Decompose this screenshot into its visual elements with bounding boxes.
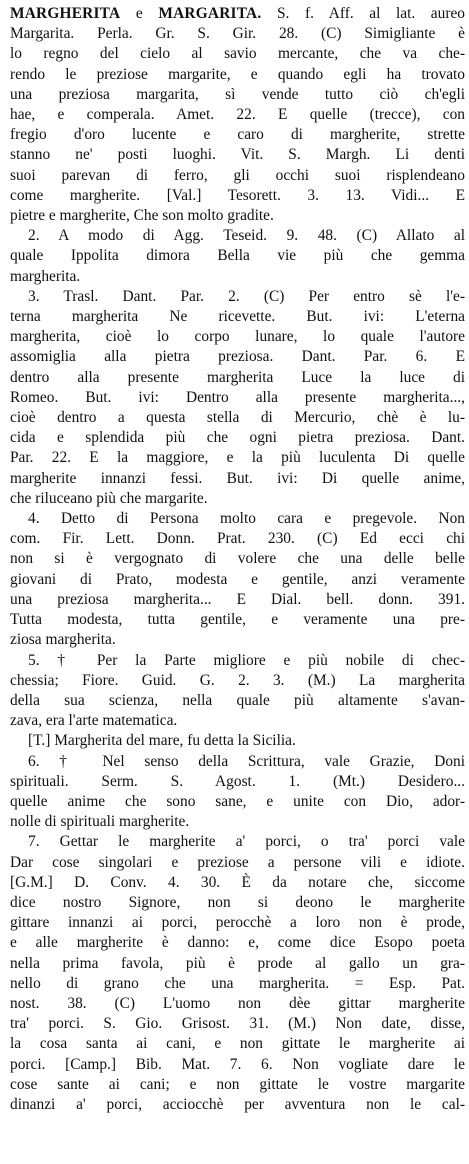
entry-line: quale Ippolita dimora Bella vie più che gemma: [10, 247, 465, 265]
headword-variant: MARGARITA.: [158, 5, 262, 22]
entry-line: suoi parevan di ferro, gli occhi suoi risplendeano: [10, 166, 465, 184]
entry-line: assomiglia alla pietra preziosa. Dant. Par. 6. E: [10, 348, 465, 366]
entry-line: Dar cose singolari e preziose a persone vili e idiote.: [10, 853, 465, 871]
entry-line: 3. Trasl. Dant. Par. 2. (C) Per entro sè l'e-: [28, 287, 465, 305]
entry-line: [G.M.] D. Conv. 4. 30. È da notare che, siccome: [10, 873, 465, 891]
entry-line: spirituali. Serm. S. Agost. 1. (Mt.) Desidero...: [10, 772, 465, 790]
entry-line: terna margherita Ne ricevette. But. ivi: L'eterna: [10, 308, 465, 326]
headword-joiner: e: [120, 5, 159, 22]
entry-line: non si è vergognato di volere che una delle belle: [10, 550, 465, 568]
entry-line: stanno ne' posti luoghi. Vit. S. Margh. Li denti: [10, 146, 465, 164]
entry-line: che riluceano più che margarite.: [10, 489, 208, 507]
entry-line: e alle margherite è danno: e, come dice Esopo poeta: [10, 934, 465, 952]
headword: MARGHERITA: [10, 5, 121, 22]
entry-line: [T.] Margherita del mare, fu detta la Sicilia.: [28, 732, 296, 750]
entry-line: cioè dentro a questa stella di Mercurio, chè è lu-: [10, 409, 465, 427]
entry-line: margherite innanzi fessi. But. ivi: Di quelle anime,: [10, 469, 465, 487]
entry-body: [10, 24, 465, 1115]
entry-line: ziosa margherita.: [10, 631, 116, 649]
entry-line: Romeo. But. ivi: Dentro alla presente margherita...,: [10, 388, 465, 406]
entry-line: 4. Detto di Persona molto cara e pregevole. Non: [28, 510, 465, 528]
entry-line: nello di grano che una margherita. = Esp. Pat.: [10, 974, 465, 992]
entry-line: 5. † Per la Parte migliore e più nobile di chec-: [28, 651, 465, 669]
entry-line: dinanzi a' porci, acciocchè per avventura non le cal-: [10, 1095, 465, 1113]
entry-line: margherita.: [10, 267, 81, 285]
entry-line: quelle anime che sono sane, e unite con Dio, ador-: [10, 792, 465, 810]
entry-line: come margherite. [Val.] Tesorett. 3. 13. Vidi... E: [10, 186, 465, 204]
entry-line: rendo le preziose margarite, e quando egli ha trovato: [10, 65, 465, 83]
entry-line: margherita, cioè lo corpo lunare, lo quale l'autore: [10, 328, 465, 346]
entry-line: della sua scienza, nella quale più altamente s'avan-: [10, 691, 465, 709]
entry-line: dice nostro Signore, non si deono le margherite: [10, 893, 465, 911]
entry-line: fregio d'oro lucente e caro di margherite, strette: [10, 126, 465, 144]
entry-line: nolle di spirituali margherite.: [10, 813, 190, 831]
entry-line: hae, e comperala. Amet. 22. E quelle (trecce), con: [10, 106, 465, 124]
entry-line: lo regno del cielo al savio mercante, che va che-: [10, 45, 465, 63]
entry-line: Tutta modesta, tutta gentile, e veramente una pre-: [10, 611, 465, 629]
entry-line: giovani di Prato, modesta e gentile, anzi veramente: [10, 570, 465, 588]
entry-text: S. f. Aff. al lat. aureo: [277, 5, 465, 22]
entry-line: gittare innanzi ai porci, perocchè a loro non è prode,: [10, 914, 465, 932]
entry-line: una preziosa margarita, sì vende tutto ciò ch'egli: [10, 85, 465, 103]
entry-line: com. Fir. Lett. Donn. Prat. 230. (C) Ed ecci chi: [10, 530, 465, 548]
entry-line: cida e splendida più che ogni pietra preziosa. Dant.: [10, 429, 465, 447]
entry-line: [10, 4, 465, 24]
entry-line: chessia; Fiore. Guid. G. 2. 3. (M.) La margherita: [10, 671, 465, 689]
entry-line: dentro alla presente margherita Luce la luce di: [10, 368, 465, 386]
entry-line: 6. † Nel senso della Scrittura, vale Grazie, Doni: [28, 752, 465, 770]
entry-line: tra' porci. S. Gio. Grisost. 31. (M.) Non date, disse,: [10, 1015, 465, 1033]
entry-line: zava, era l'arte matematica.: [10, 712, 178, 730]
entry-line: la cosa santa ai cani, e non gittate le margherite ai: [10, 1035, 465, 1053]
entry-line: cose sante ai cani; e non gittate le vostre margarite: [10, 1075, 465, 1093]
entry-line: una preziosa margherita... E Dial. bell. donn. 391.: [10, 590, 465, 608]
entry-line: pietre e margherite, Che son molto gradite.: [10, 207, 274, 225]
entry-line: 2. A modo di Agg. Teseid. 9. 48. (C) Allato al: [28, 227, 465, 245]
entry-line: Margarita. Perla. Gr. S. Gir. 28. (C) Simigliante è: [10, 25, 465, 43]
entry-line: Par. 22. E la maggiore, e la più luculenta Di quelle: [10, 449, 465, 467]
entry-line: nost. 38. (C) L'uomo non dèe gittar margherite: [10, 994, 465, 1012]
entry-line: porci. [Camp.] Bib. Mat. 7. 6. Non vogliate dare le: [10, 1055, 465, 1073]
entry-line: nella prima favola, più è prode al gallo un gra-: [10, 954, 465, 972]
entry-line: 7. Gettar le margherite a' porci, o tra' porci vale: [28, 833, 465, 851]
